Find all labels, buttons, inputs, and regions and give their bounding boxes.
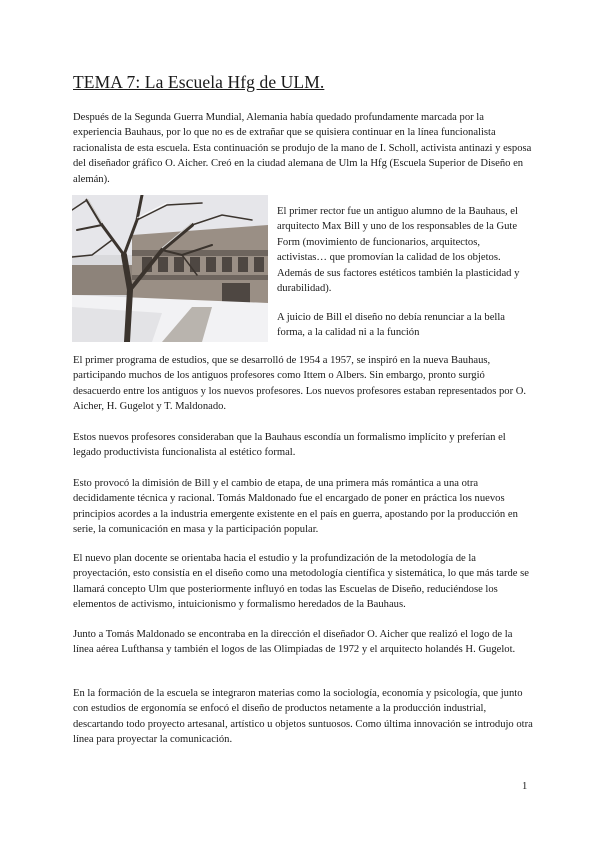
body-paragraph: El primer programa de estudios, que se desarrolló de 1954 a 1957, se inspiró en la nueva Bauhaus, participando muchos de los antiguos profesores como Ittem o Albers. Sin embargo, pronto surgió desacuerdo entre los antiguos y los nuevos profesores. Los nuevos profesores estaban representados por O. Aicher, H. Gugelot y T. Maldonado. bbox=[73, 355, 527, 413]
side-paragraph: El primer rector fue un antiguo alumno de la Bauhaus, el arquitecto Max Bill y uno de los responsables de la Gute Form (movimiento de funcionarios, arquitectos, activistas… que promovían la calidad de los objetos. Además de sus factores estéticos también la plasticidad y durabilidad). bbox=[277, 206, 520, 295]
body-paragraph: Estos nuevos profesores consideraban que la Bauhaus escondía un formalismo implícito y preferían el legado productivista funcionalista al estético formal. bbox=[73, 432, 506, 459]
intro-paragraph: Después de la Segunda Guerra Mundial, Alemania había quedado profundamente marcada por la experiencia Bauhaus, por lo que no es de extrañar que se quisiera continuar en la línea funcionalista racionalista de esta escuela. Esta continuación se produjo de la mano de I. Scholl, activista antinazi y esposa del diseñador gráfico O. Aicher. Creó en la ciudad alemana de Ulm la Hfg (Escuela Superior de Diseño en alemán). bbox=[73, 112, 532, 185]
page-title: TEMA 7: La Escuela Hfg de ULM. bbox=[73, 72, 325, 92]
building-photo bbox=[72, 195, 268, 342]
body-paragraph: Junto a Tomás Maldonado se encontraba en la dirección el diseñador O. Aicher que realizó el logo de la línea aérea Lufthansa y también el logos de las Olimpiadas de 1972 y el arquitecto holandés H. Gugelot. bbox=[73, 629, 516, 656]
side-paragraph: A juicio de Bill el diseño no debía renunciar a la bella forma, a la calidad ni a la función bbox=[277, 312, 505, 339]
page-number: 1 bbox=[522, 781, 528, 792]
body-paragraph: Esto provocó la dimisión de Bill y el cambio de etapa, de una primera más romántica a una otra decididamente técnica y racional. Tomás Maldonado fue el encargado de poner en práctica los nuevos principios acordes a la industria emergente existente en el país en guerra, apostando por la producción en serie, la comunicación en masa y la participación popular. bbox=[73, 478, 518, 536]
body-paragraph: En la formación de la escuela se integraron materias como la sociología, economía y psicología, que junto con estudios de ergonomía se enfocó el diseño de productos netamente a la producción industrial, descartando todo proyecto artesanal, artístico u objetos suntuosos. Como última innovación se introdujo otra línea para proyectar la comunicación. bbox=[73, 688, 533, 746]
body-paragraph: El nuevo plan docente se orientaba hacia el estudio y la profundización de la metodología de la proyectación, esto consistía en el diseño como una metodología científica y sistemática, lo que más tarde se llamará concepto Ulm que posteriormente influyó en todas las Escuelas de Diseño, reduciéndose los elementos de activismo, intuicionismo y formalismo heredados de la Bauhaus. bbox=[73, 553, 529, 611]
